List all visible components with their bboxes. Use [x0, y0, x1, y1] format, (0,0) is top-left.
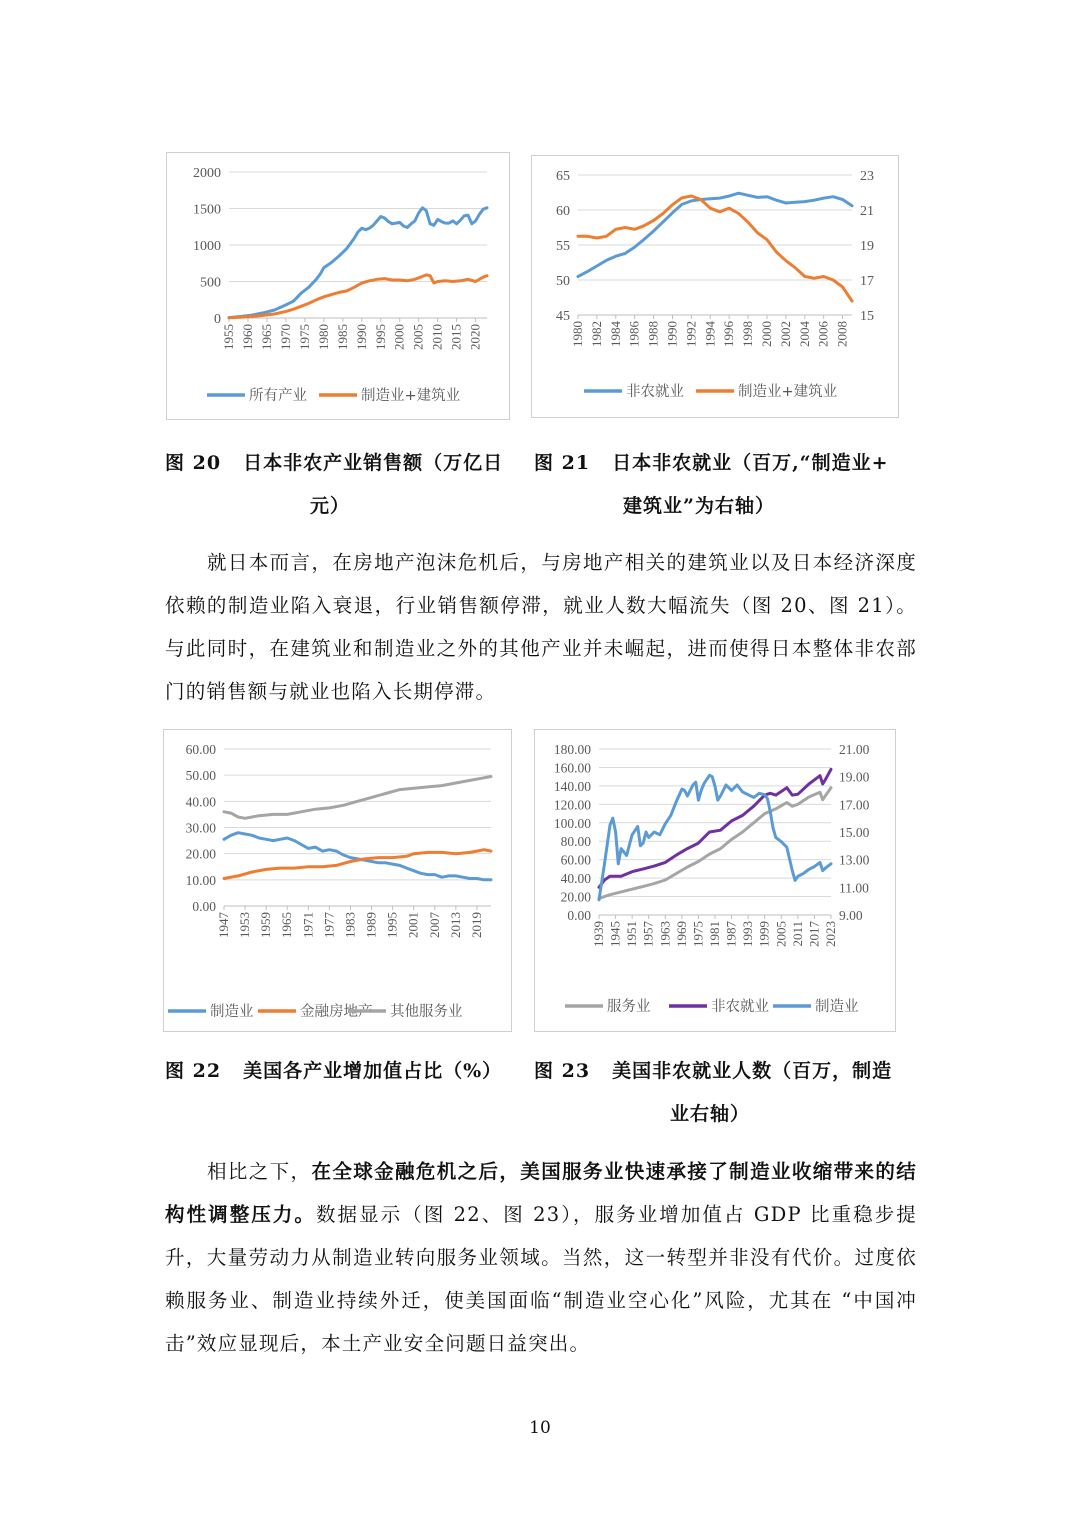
fig22-xtick-label: 1947 [216, 912, 231, 938]
page-number: 10 [529, 1418, 551, 1438]
fig22-ytick-label: 10.00 [185, 872, 216, 888]
caption-fig20 [165, 442, 525, 528]
fig22-legend-label: 制造业 [210, 1004, 254, 1020]
paragraph-japan-text: 就日本而言，在房地产泡沫危机后，与房地产相关的建筑业以及日本经济深度依赖的制造业陷入衰退，行业销售额停滞，就业人数大幅流失（图 20、图 21）。与此同时，在建筑业和制造业之外的其他产业并未崛起，进而使得日本整体非农部门的销售额与就业也陷入长期停滞。 [165, 551, 917, 703]
paragraph-us [165, 1150, 917, 1365]
fig22-xtick-label: 2013 [447, 912, 463, 938]
fig22-ytick-label: 50.00 [185, 768, 216, 784]
fig21-xtick-label: 1996 [721, 321, 737, 347]
caption-fig20-number: 图 20 [165, 452, 222, 474]
chart-fig21-svg [532, 156, 900, 419]
fig21-ytick-label: 55 [556, 239, 570, 254]
caption-fig20-text-line2: 元） [309, 495, 350, 517]
fig21-y2tick-label: 21 [860, 204, 874, 219]
fig20-xtick-label: 1995 [372, 324, 388, 350]
chart-fig23-svg [535, 730, 897, 1033]
fig20-ytick-label: 1000 [193, 239, 221, 254]
fig22-xtick-label: 1953 [237, 912, 253, 938]
caption-fig23-number: 图 23 [534, 1060, 591, 1082]
fig21-xtick-label: 1992 [683, 321, 699, 347]
fig22-xtick-label: 1977 [321, 912, 337, 938]
fig21-ytick-label: 50 [556, 274, 570, 289]
fig22-ytick-label: 20.00 [185, 846, 216, 862]
fig22-ytick-label: 40.00 [185, 794, 216, 810]
chart-fig23 [534, 729, 896, 1032]
fig23-y2tick-label: 17.00 [839, 797, 870, 813]
fig23-xtick-label: 1981 [707, 921, 722, 947]
fig23-ytick-label: 20.00 [560, 889, 591, 905]
fig21-ytick-label: 60 [556, 204, 570, 219]
fig23-xtick-label: 1957 [640, 921, 656, 947]
paragraph-us-rest: 数据显示（图 22、图 23），服务业增加值占 GDP 比重稳步提升，大量劳动力从制造业转向服务业领域。当然，这一转型并非没有代价。过度依赖服务业、制造业持续外迁，使美国面临“制造业空心化”风险，尤其在 “中国冲击”效应显现后，本土产业安全问题日益突出。 [165, 1203, 918, 1355]
fig22-xtick-label: 2001 [405, 912, 421, 938]
fig22-legend-label: 金融房地产 [300, 1004, 373, 1020]
caption-fig23-text-line1: 美国非农就业人数（百万，制造 [612, 1060, 893, 1082]
caption-fig21 [534, 442, 914, 528]
fig22-ytick-label: 30.00 [185, 820, 216, 836]
fig20-ytick-label: 2000 [193, 166, 221, 181]
fig20-xtick-label: 2005 [410, 324, 426, 350]
fig23-y2tick-label: 11.00 [839, 880, 869, 896]
fig23-xtick-label: 1993 [740, 921, 756, 947]
fig20-ytick-label: 1500 [193, 202, 221, 218]
chart-fig21 [531, 155, 899, 418]
fig20-legend-label: 所有产业 [249, 388, 307, 404]
fig21-xtick-label: 2006 [815, 321, 831, 347]
caption-fig20-text-line1: 日本非农产业销售额（万亿日 [243, 452, 504, 474]
fig20-xtick-label: 2020 [467, 324, 483, 350]
fig22-ytick-label: 0.00 [192, 899, 216, 914]
fig21-y2tick-label: 23 [860, 169, 874, 184]
fig23-xtick-label: 1999 [756, 921, 772, 947]
fig22-legend-label: 其他服务业 [390, 1004, 463, 1020]
caption-fig22-text: 美国各产业增加值占比（%） [243, 1060, 503, 1082]
fig22-xtick-label: 1983 [342, 912, 358, 938]
fig20-xtick-label: 1985 [334, 324, 350, 350]
fig22-xtick-label: 1959 [258, 912, 274, 938]
fig23-xtick-label: 2005 [773, 921, 789, 947]
fig21-xtick-label: 1994 [702, 321, 718, 347]
chart-fig22 [163, 729, 512, 1032]
fig23-ytick-label: 40.00 [560, 871, 591, 887]
fig23-xtick-label: 1975 [690, 921, 706, 947]
fig21-xtick-label: 2002 [777, 321, 793, 347]
caption-fig23-text-line2: 业右轴） [669, 1103, 750, 1125]
fig23-xtick-label: 1945 [607, 921, 623, 947]
fig22-xtick-label: 1995 [384, 912, 400, 938]
fig22-xtick-label: 2019 [468, 912, 484, 938]
fig21-xtick-label: 1986 [626, 321, 642, 347]
paragraph-us-bold: 在全球金融危机之后，美国服务业快速承接了制造业收缩带来的结构性调整压力。 [165, 1160, 917, 1226]
fig23-y2tick-label: 13.00 [839, 852, 870, 868]
caption-fig22-number: 图 22 [165, 1060, 222, 1082]
fig23-y2tick-label: 15.00 [839, 825, 870, 840]
fig20-xtick-label: 1990 [353, 324, 369, 350]
fig21-ytick-label: 45 [556, 309, 570, 324]
fig21-xtick-label: 1982 [588, 321, 604, 347]
fig22-series-line [224, 833, 491, 880]
fig20-xtick-label: 1960 [239, 324, 255, 350]
fig22-series-line [224, 777, 491, 819]
fig23-y2tick-label: 9.00 [839, 908, 863, 923]
fig21-series-line [578, 193, 852, 276]
fig21-xtick-label: 1990 [664, 321, 680, 347]
fig21-y2tick-label: 19 [860, 239, 874, 254]
fig20-xtick-label: 1970 [277, 324, 293, 350]
fig23-ytick-label: 0.00 [567, 908, 591, 923]
fig20-xtick-label: 1955 [221, 324, 236, 350]
paragraph-us-lead: 相比之下， [207, 1160, 312, 1183]
fig21-ytick-label: 65 [556, 169, 570, 184]
fig22-xtick-label: 1971 [300, 912, 316, 938]
fig23-legend-label: 制造业 [815, 999, 859, 1015]
fig23-legend-label: 非农就业 [711, 999, 769, 1015]
fig22-xtick-label: 1965 [279, 912, 295, 938]
fig23-xtick-label: 2023 [823, 921, 838, 947]
fig23-y2tick-label: 21.00 [839, 742, 870, 757]
fig23-ytick-label: 60.00 [560, 852, 591, 868]
fig23-xtick-label: 2011 [789, 921, 805, 947]
caption-fig23 [534, 1050, 914, 1136]
fig21-legend-label: 非农就业 [626, 384, 684, 400]
fig21-legend-label: 制造业+建筑业 [738, 384, 838, 400]
fig22-xtick-label: 2007 [426, 912, 442, 938]
fig21-xtick-label: 1980 [570, 321, 585, 347]
fig21-series-line [578, 196, 852, 301]
fig20-xtick-label: 1965 [258, 324, 274, 350]
fig23-xtick-label: 1939 [591, 921, 606, 947]
fig23-ytick-label: 120.00 [553, 797, 591, 813]
fig22-xtick-label: 1989 [363, 912, 379, 938]
chart-fig20 [166, 152, 510, 420]
fig23-y2tick-label: 19.00 [839, 769, 870, 785]
fig20-legend-label: 制造业+建筑业 [361, 388, 461, 404]
caption-fig21-text-line1: 日本非农就业（百万,“制造业+ [612, 452, 889, 474]
fig21-xtick-label: 1988 [645, 321, 661, 347]
fig22-ytick-label: 60.00 [185, 742, 216, 757]
chart-fig22-svg [164, 730, 513, 1033]
fig23-ytick-label: 160.00 [553, 760, 591, 776]
fig20-series-line [229, 208, 487, 318]
fig20-xtick-label: 1980 [315, 324, 331, 350]
fig21-xtick-label: 2004 [796, 321, 812, 347]
fig21-xtick-label: 2008 [834, 321, 850, 347]
fig23-ytick-label: 180.00 [553, 742, 591, 757]
fig21-xtick-label: 2000 [758, 321, 774, 347]
fig21-xtick-label: 1984 [607, 321, 623, 347]
chart-fig20-svg [167, 153, 511, 421]
fig23-ytick-label: 100.00 [553, 815, 591, 831]
fig23-ytick-label: 140.00 [553, 778, 591, 794]
fig20-xtick-label: 1975 [296, 324, 312, 350]
fig20-ytick-label: 0 [214, 312, 221, 327]
fig23-xtick-label: 1969 [673, 921, 689, 947]
fig20-xtick-label: 2000 [391, 324, 407, 350]
fig20-xtick-label: 2015 [448, 324, 464, 350]
fig21-y2tick-label: 15 [860, 309, 874, 324]
caption-fig22 [165, 1050, 535, 1093]
fig21-xtick-label: 1998 [740, 321, 756, 347]
fig23-legend-label: 服务业 [607, 999, 651, 1015]
paragraph-japan [165, 541, 917, 713]
fig20-xtick-label: 2010 [429, 324, 445, 350]
fig23-xtick-label: 2017 [806, 921, 822, 947]
fig23-ytick-label: 80.00 [560, 834, 591, 850]
caption-fig21-text-line2: 建筑业”为右轴） [623, 495, 775, 517]
fig20-ytick-label: 500 [200, 275, 221, 291]
paragraph-us-text [165, 1150, 917, 1365]
fig21-y2tick-label: 17 [860, 274, 874, 289]
fig23-xtick-label: 1951 [624, 921, 640, 947]
caption-fig21-number: 图 21 [534, 452, 591, 474]
fig23-xtick-label: 1987 [723, 921, 739, 947]
fig23-xtick-label: 1963 [657, 921, 673, 947]
